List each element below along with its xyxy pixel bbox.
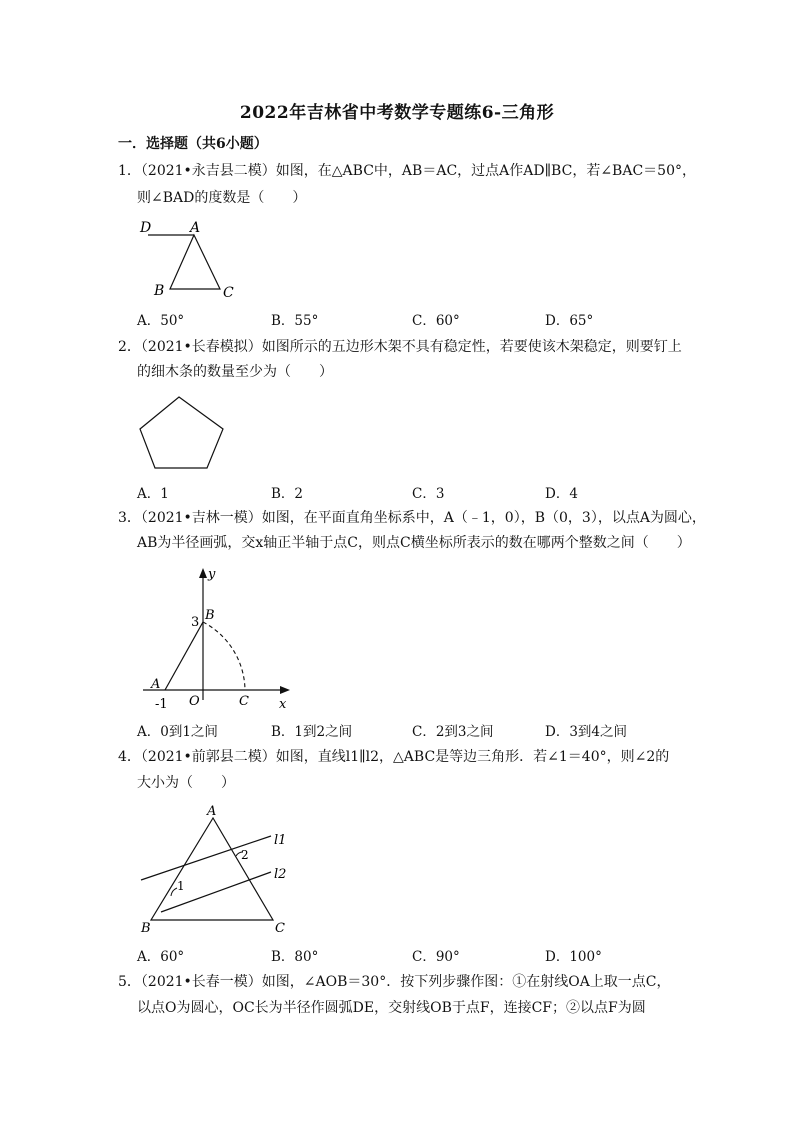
- q4-option-a[interactable]: A．60°: [137, 949, 185, 965]
- q2-line-2: 的细木条的数量至少为（ ）: [137, 364, 333, 380]
- q3-option-c[interactable]: C．2到3之间: [412, 724, 494, 740]
- q1-label-b: B: [154, 283, 165, 299]
- q3-coordinate-figure: [135, 562, 305, 712]
- q3-y-arrow: [199, 568, 207, 578]
- q2-option-b[interactable]: B．2: [271, 486, 304, 502]
- q4-label-2: 2: [241, 848, 249, 862]
- q1-line-1: 1．（2021•永吉县二模）如图，在△ABC中，AB＝AC，过点A作AD∥BC，若∠BAC＝50°，: [118, 163, 696, 179]
- q3-label-y: y: [208, 567, 216, 582]
- q3-option-b[interactable]: B．1到2之间: [271, 724, 353, 740]
- q2-pentagon: [140, 397, 223, 468]
- q4-line-1: 4．（2021•前郭县二模）如图，直线l1∥l2，△ABC是等边三角形．若∠1＝40°，则∠2的: [118, 749, 670, 765]
- q5-line-1: 5．（2021•长春一模）如图，∠AOB＝30°．按下列步骤作图：①在射线OA上取一点C，: [118, 974, 671, 990]
- q2-option-a[interactable]: A．1: [137, 486, 169, 502]
- q3-label-x: x: [279, 697, 287, 712]
- q2-line-1: 2．（2021•长春模拟）如图所示的五边形木架不具有稳定性，若要使该木架稳定，则要钉上: [118, 339, 682, 355]
- q4-option-b[interactable]: B．80°: [271, 949, 319, 965]
- q3-line-1: 3．（2021•吉林一模）如图，在平面直角坐标系中，A（﹣1，0），B（0，3），以点A为圆心，: [118, 510, 706, 526]
- q4-label-l1: l1: [274, 833, 287, 848]
- q1-option-b[interactable]: B．55°: [271, 313, 319, 329]
- q4-label-1: 1: [177, 879, 185, 893]
- q1-line-2: 则∠BAD的度数是（ ）: [137, 190, 307, 206]
- q4-line-2: 大小为（ ）: [137, 775, 235, 791]
- q5-line-2: 以点O为圆心，OC长为半径作圆弧DE，交射线OB于点F，连接CF；②以点F为圆: [137, 1000, 646, 1016]
- q4-label-a: A: [207, 804, 217, 819]
- q1-label-c: C: [223, 285, 234, 301]
- q3-option-d[interactable]: D．3到4之间: [545, 724, 628, 740]
- q4-triangle-figure: [135, 800, 300, 940]
- q3-label-neg1: -1: [155, 697, 168, 712]
- q1-option-c[interactable]: C．60°: [412, 313, 460, 329]
- q4-label-c: C: [275, 921, 285, 936]
- q3-line-2: AB为半径画弧，交x轴正半轴于点C，则点C横坐标所表示的数在哪两个整数之间（ ）: [137, 535, 691, 551]
- page-title: 2022年吉林省中考数学专题练6-三角形: [239, 103, 555, 123]
- q1-option-a[interactable]: A．50°: [137, 313, 185, 329]
- q2-option-c[interactable]: C．3: [412, 486, 445, 502]
- q3-label-c: C: [239, 694, 249, 709]
- q4-option-c[interactable]: C．90°: [412, 949, 460, 965]
- q1-triangle: [170, 235, 220, 289]
- q2-pentagon-figure: [135, 392, 235, 477]
- q1-label-a: A: [190, 220, 201, 236]
- q3-label-a: A: [151, 677, 161, 692]
- q1-option-d[interactable]: D．65°: [545, 313, 594, 329]
- q3-x-arrow: [280, 686, 290, 694]
- q4-label-l2: l2: [274, 867, 287, 882]
- q3-label-o: O: [189, 694, 200, 709]
- q3-segment-ab: [165, 622, 203, 690]
- q1-label-d: D: [140, 220, 152, 236]
- q3-label-b: B: [205, 608, 215, 623]
- q2-option-d[interactable]: D．4: [545, 486, 578, 502]
- q1-triangle-figure: [130, 215, 250, 305]
- q4-equilateral-triangle: [151, 818, 273, 920]
- section-heading: 一．选择题（共6小题）: [118, 136, 268, 152]
- q3-arc-bc: [203, 622, 245, 690]
- q3-label-3: 3: [191, 615, 200, 630]
- q4-line-l1: [141, 836, 271, 880]
- q4-option-d[interactable]: D．100°: [545, 949, 602, 965]
- q3-option-a[interactable]: A．0到1之间: [137, 724, 218, 740]
- q4-label-b: B: [141, 921, 151, 936]
